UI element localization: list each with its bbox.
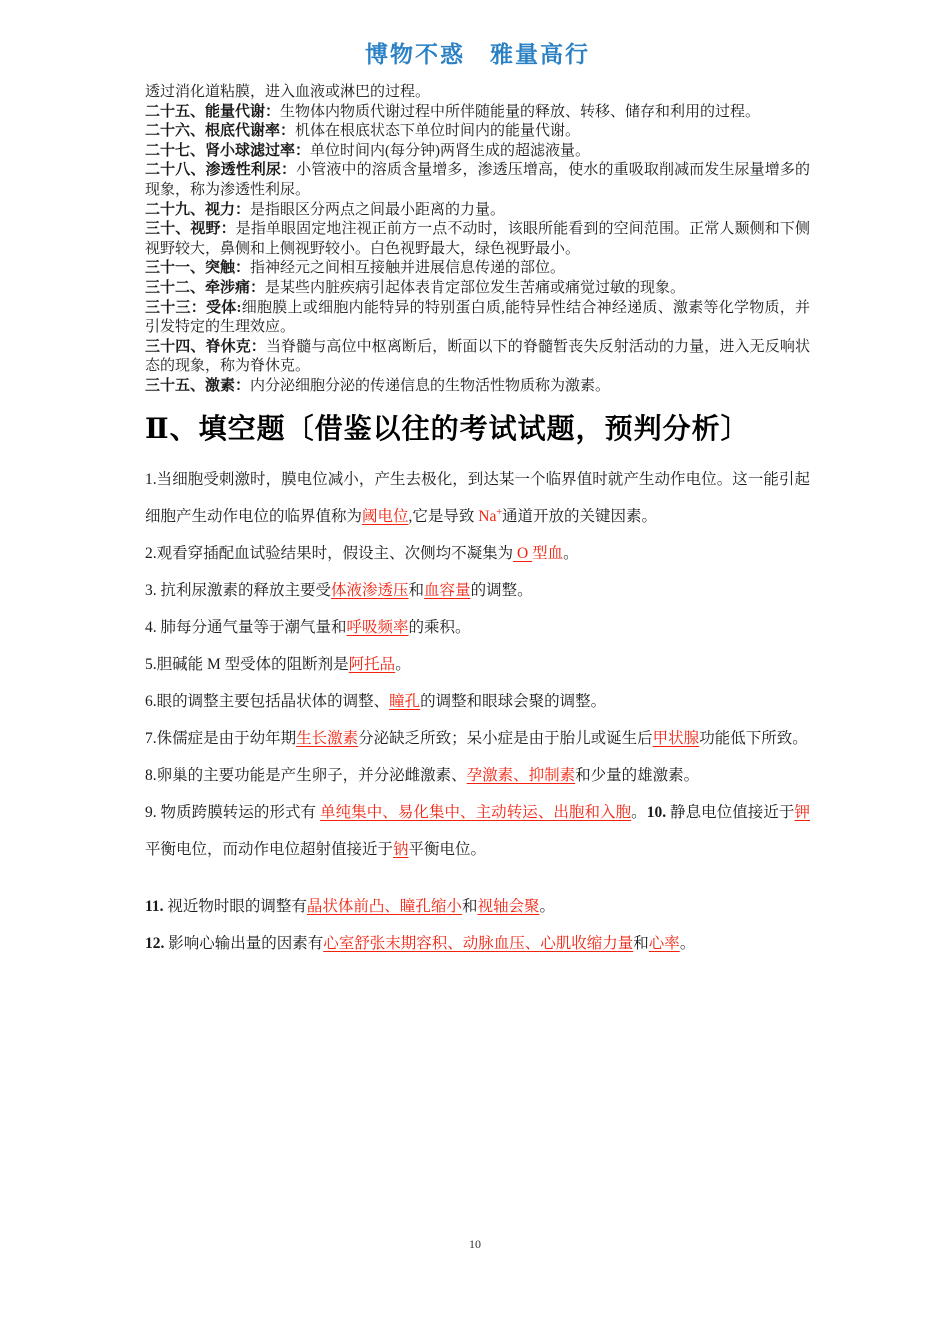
text-segment: Na <box>478 507 497 525</box>
text-segment: 静息电位值接近于 <box>670 803 795 821</box>
text-segment: 9. 物质跨膜转运的形式有 <box>145 803 321 821</box>
definition-paragraph <box>145 83 810 103</box>
question-paragraph <box>145 888 810 925</box>
text-segment: 二十八、渗透性利尿： <box>145 162 297 179</box>
text-segment: 钠 <box>393 840 409 858</box>
text-segment: 瞳孔 <box>389 692 421 710</box>
text-segment: 的调整和眼球会聚的调整。 <box>420 692 607 710</box>
question-paragraph <box>145 461 810 535</box>
text-segment: 生物体内物质代谢过程中所伴随能量的释放、转移、储存和利用的过程。 <box>280 103 761 120</box>
definition-paragraph <box>145 279 810 299</box>
text-segment: 和 <box>633 934 649 952</box>
text-segment: 功能低下所致。 <box>699 729 808 747</box>
text-segment: 细胞膜上或细胞内能特异的特别蛋白质,能特异性结合神经递质、激素等化学物质，并引发特定的生理效应。 <box>145 299 810 336</box>
text-segment: 三十三：受体: <box>145 299 242 316</box>
text-segment: 二十九、视力： <box>145 201 251 218</box>
text-segment: 8.卵巢的主要功能是产生卵子，并分泌雌激素、 <box>145 766 467 784</box>
text-segment: 影响心输出量的因素有 <box>168 934 324 952</box>
definition-paragraph <box>145 161 810 200</box>
text-segment: 和少量的雄激素。 <box>575 766 700 784</box>
definition-paragraph <box>145 122 810 142</box>
text-segment: 血容量 <box>424 581 471 599</box>
text-segment: 。 <box>631 803 647 821</box>
text-segment: 6.眼的调整主要包括晶状体的调整、 <box>145 692 390 710</box>
text-segment: 。 <box>563 544 579 562</box>
question-paragraph <box>145 720 810 757</box>
text-segment: 视轴会聚 <box>477 897 540 915</box>
text-segment: 三十五、激素： <box>145 377 251 394</box>
text-segment: 。 <box>679 934 696 952</box>
text-segment: 阈电位 <box>362 507 409 525</box>
text-segment: 2.观看穿插配血试验结果时，假设主、次侧均不凝集为 <box>145 544 514 562</box>
section-heading: Ⅱ、填空题〔借鉴以往的考试试题，预判分析〕 <box>145 413 750 445</box>
text-segment: 单纯集中、易化集中、主动转运、出胞和入胞 <box>320 803 632 821</box>
text-segment: 的调整。 <box>470 581 533 599</box>
text-segment: 。 <box>539 897 555 915</box>
text-segment: 透过消化道粘膜，进入血液或淋巴的过程。 <box>145 84 431 100</box>
text-segment: 晶状体前凸、瞳孔缩小 <box>306 897 462 915</box>
text-segment: 当脊髓与高位中枢离断后，断面以下的脊髓暂丧失反射活动的力量，进入无反响状态的现象，称为脊休克。 <box>145 338 810 375</box>
text-segment: 平衡电位，而动作电位超射值接近于 <box>145 840 394 858</box>
text-segment: 呼吸频率 <box>346 618 409 636</box>
definition-paragraph <box>145 338 810 377</box>
text-segment: 5.胆碱能 M 型受体的阻断剂是 <box>145 655 349 673</box>
text-segment: 生长激素 <box>296 729 359 747</box>
question-paragraph <box>145 757 810 794</box>
text-segment: 1.当细胞受刺激时，膜电位减小，产生去极化，到达某一个临界值时就产生动作电位。这一能引起细胞产生动作电位的临界值称为 <box>145 470 810 525</box>
text-segment: 10. <box>646 803 671 821</box>
text-segment: 12. <box>145 934 169 952</box>
definition-paragraph <box>145 259 810 279</box>
text-segment: 和 <box>461 897 478 915</box>
question-paragraph <box>145 535 810 572</box>
definition-paragraph <box>145 220 810 259</box>
text-segment: 心率 <box>648 934 680 952</box>
question-paragraph <box>145 609 810 646</box>
text-segment: 二十五、能量代谢： <box>145 103 281 120</box>
text-segment: 钾 <box>794 803 810 821</box>
definition-paragraph <box>145 299 810 338</box>
text-segment: 11. <box>145 897 168 915</box>
question-paragraph <box>145 572 810 609</box>
text-segment: 孕激素、抑制素 <box>466 766 576 784</box>
definition-paragraph <box>145 142 810 162</box>
text-segment: 心室舒张末期容积、动脉血压、心肌收缩力量 <box>323 934 634 952</box>
document-header-motto: 博物不惑 雅量高行 <box>365 42 590 67</box>
fill-in-questions-list <box>145 461 810 962</box>
text-segment: 和 <box>408 581 425 599</box>
text-segment: 内分泌细胞分泌的传递信息的生物活性物质称为激素。 <box>250 377 611 394</box>
text-segment: 甲状腺 <box>652 729 700 747</box>
text-segment: 型血 <box>532 544 564 562</box>
text-segment: 二十七、肾小球滤过率： <box>145 142 311 159</box>
text-segment: ,它是导致 <box>408 507 479 525</box>
text-segment: 三十四、脊休克： <box>145 338 266 355</box>
text-segment: 体液渗透压 <box>331 581 409 599</box>
definition-paragraph <box>145 201 810 221</box>
text-segment: + <box>496 506 503 518</box>
text-segment: 是指单眼固定地注视正前方一点不动时，该眼所能看到的空间范围。正常人颞侧和下侧视野较大，鼻侧和上侧视野较小。白色视野最大，绿色视野最小。 <box>145 221 810 257</box>
text-segment: 。 <box>395 655 411 673</box>
question-paragraph <box>145 646 810 683</box>
text-segment: 机体在根底状态下单位时间内的能量代谢。 <box>295 123 581 140</box>
text-segment: 小管液中的溶质含量增多，渗透压增高，使水的重吸取削减而发生尿量增多的现象，称为渗透性利尿。 <box>145 162 810 198</box>
text-segment: 指神经元之间相互接触并进展信息传递的部位。 <box>250 260 566 277</box>
text-segment: 分泌缺乏所致；呆小症是由于胎儿或诞生后 <box>358 729 653 747</box>
text-segment: 4. 肺每分通气量等于潮气量和 <box>145 618 347 636</box>
text-segment: 的乘积。 <box>408 618 471 636</box>
question-paragraph <box>145 794 810 868</box>
text-segment: 三十二、牵涉痛： <box>145 279 266 296</box>
text-segment: 是某些内脏疾病引起体表肯定部位发生苦痛或痛觉过敏的现象。 <box>265 279 686 296</box>
page-number: 10 <box>469 1237 481 1251</box>
text-segment: 3. 抗利尿激素的释放主要受 <box>145 581 332 599</box>
text-segment: 二十六、根底代谢率： <box>145 123 296 140</box>
definitions-list <box>145 83 810 397</box>
text-segment: O <box>513 544 533 562</box>
text-segment: 7.侏儒症是由于幼年期 <box>145 729 297 747</box>
definition-paragraph <box>145 103 810 123</box>
text-segment: 视近物时眼的调整有 <box>167 897 307 915</box>
text-segment: 单位时间内(每分钟)两肾生成的超滤液量。 <box>310 142 591 159</box>
question-paragraph <box>145 925 810 962</box>
definition-paragraph <box>145 377 810 397</box>
question-paragraph <box>145 683 810 720</box>
text-segment: 三十、视野： <box>145 221 236 238</box>
text-segment: 平衡电位。 <box>408 840 487 858</box>
text-segment: 三十一、突触： <box>145 260 251 277</box>
text-segment: 阿托品 <box>348 655 396 673</box>
text-segment: 是指眼区分两点之间最小距离的力量。 <box>250 201 506 218</box>
text-segment: 通道开放的关键因素。 <box>502 507 658 525</box>
